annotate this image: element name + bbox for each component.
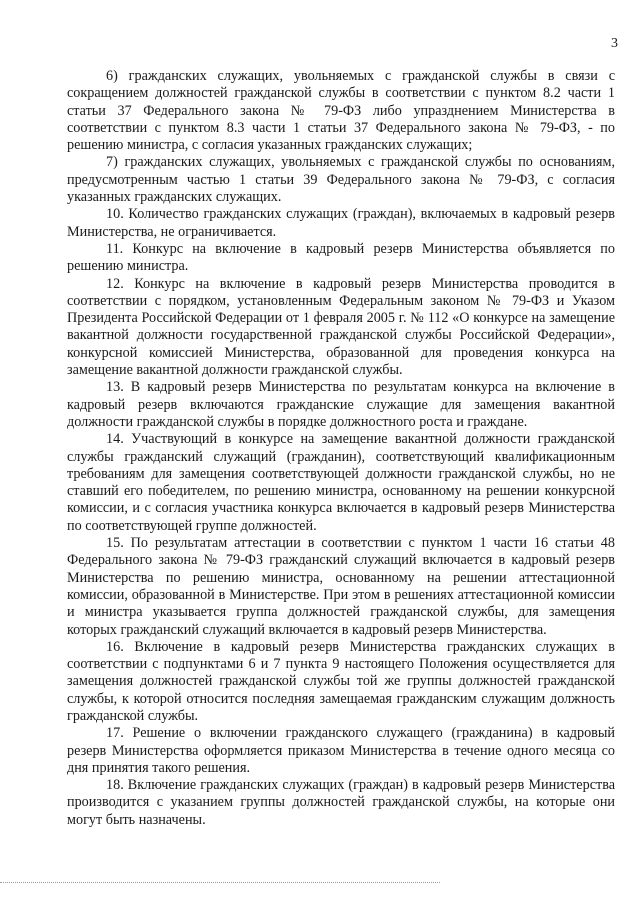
paragraph-14: 14. Участвующий в конкурсе на замещение вакантной должности гражданской службы гражданский служащий (гражданин), соответствующий квалификационным требованиям для замещения соответствующей должности гражданской службы, но не ставший его победителем, по решению министра, основанному на решении конкурсной комиссии, и с согласия участника конкурса включается в кадровый резерв Министерства по соответствующей группе должностей. bbox=[67, 431, 615, 534]
paragraph-16: 16. Включение в кадровый резерв Министерства гражданских служащих в соответствии с подпунктами 6 и 7 пункта 9 настоящего Положения осуществляется для замещения должностей гражданской службы той же группы должностей гражданской службы, к которой относится последняя замещаемая гражданским служащим должность гражданской службы. bbox=[67, 638, 615, 724]
footer-divider bbox=[0, 882, 440, 883]
document-body bbox=[67, 68, 615, 829]
paragraph-11: 11. Конкурс на включение в кадровый резерв Министерства объявляется по решению министра. bbox=[67, 240, 615, 275]
paragraph-13: 13. В кадровый резерв Министерства по результатам конкурса на включение в кадровый резерв включаются гражданские служащие для замещения вакантной должности гражданской службы в порядке должностного роста и граждане. bbox=[67, 379, 615, 430]
paragraph-15: 15. По результатам аттестации в соответствии с пунктом 1 части 16 статьи 48 Федерального закона № 79-ФЗ гражданский служащий включается в кадровый резерв Министерства по решению министра, основанному на решении аттестационной комиссии, образованной в Министерстве. При этом в решениях аттестационной комиссии и министра указывается группа должностей гражданской службы, для замещения которых гражданский служащий включается в кадровый резерв Министерства. bbox=[67, 535, 615, 638]
paragraph-item-6: 6) гражданских служащих, увольняемых с гражданской службы в связи с сокращением должностей гражданской службы в соответствии с пунктом 8.2 части 1 статьи 37 Федерального закона № 79-ФЗ либо упразднением Министерства в соответствии с пунктом 8.3 части 1 статьи 37 Федерального закона № 79-ФЗ, - по решению министра, с согласия указанных гражданских служащих; bbox=[67, 68, 615, 154]
page-number: 3 bbox=[611, 36, 618, 51]
paragraph-18: 18. Включение гражданских служащих (граждан) в кадровый резерв Министерства производится с указанием группы должностей гражданской службы, на которые они могут быть назначены. bbox=[67, 777, 615, 828]
paragraph-17: 17. Решение о включении гражданского служащего (гражданина) в кадровый резерв Министерства оформляется приказом Министерства в течение одного месяца со дня принятия такого решения. bbox=[67, 725, 615, 776]
paragraph-12: 12. Конкурс на включение в кадровый резерв Министерства проводится в соответствии с порядком, установленным Федеральным законом № 79-ФЗ и Указом Президента Российской Федерации от 1 февраля 2005 г. № 112 «О конкурсе на замещение вакантной должности государственной гражданской службы Российской Федерации», конкурсной комиссией Министерства, образованной для проведения конкурса на замещение вакантной должности гражданской службы. bbox=[67, 275, 615, 379]
paragraph-10: 10. Количество гражданских служащих (граждан), включаемых в кадровый резерв Министерства, не ограничивается. bbox=[67, 206, 615, 240]
paragraph-item-7: 7) гражданских служащих, увольняемых с гражданской службы по основаниям, предусмотренным частью 1 статьи 39 Федерального закона № 79-ФЗ, с согласия указанных гражданских служащих. bbox=[67, 154, 615, 206]
